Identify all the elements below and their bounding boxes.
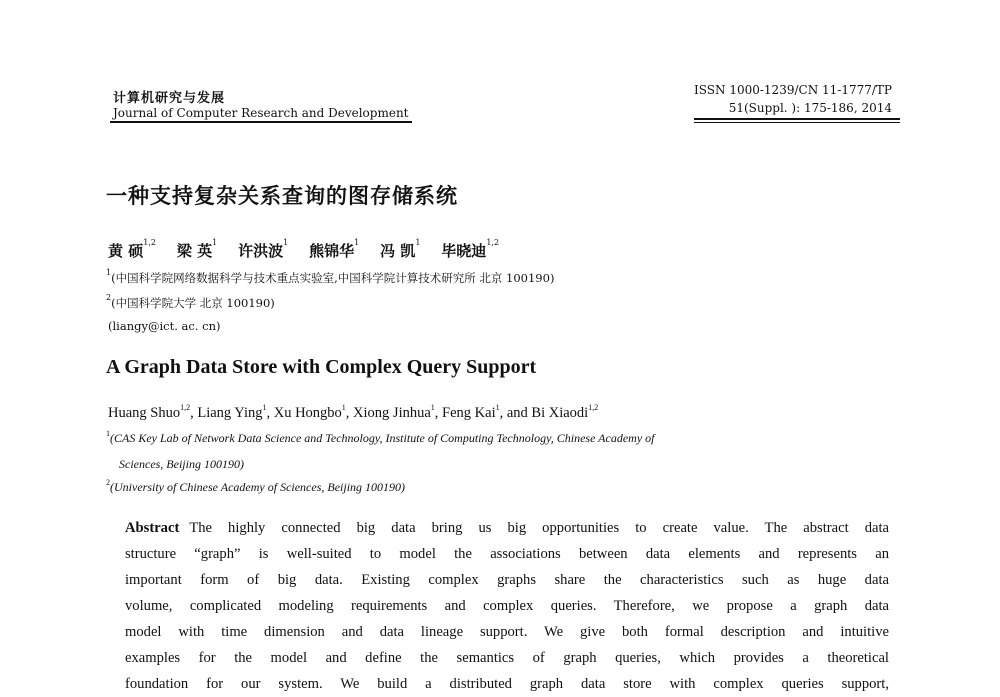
abstract-line: model with time dimension and data lineage support. We give both formal description and intuitive (125, 624, 889, 640)
header-rule-right-thin (694, 122, 900, 123)
abstract-line: foundation for our system. We build a distributed graph data store with complex queries support, (125, 676, 889, 692)
author-en: Feng Kai$^1$ (442, 403, 500, 421)
affiliation-en-1: $^1$(CAS Key Lab of Network Data Science and Technology, Institute of Computing Technology, Chinese Academy of (106, 429, 655, 445)
paper-title-en: A Graph Data Store with Complex Query Support (106, 356, 537, 378)
abstract (125, 515, 889, 697)
author-list-en: Huang Shuo$^{1,2}$, Liang Ying$^1$, Xu Hongbo$^1$, Xiong Jinhua$^1$, Feng Kai$^1$, and Bi Xiaodi$^{1,2}$ (108, 403, 599, 421)
author-list-cn (108, 240, 499, 261)
author-cn: 梁 英$^1$ (176, 238, 218, 260)
journal-name-en: Journal of Computer Research and Development (113, 106, 409, 120)
abstract-line: structure “graph” is well-suited to model the associations between data elements and represents an (125, 546, 889, 562)
author-cn: 熊锦华$^1$ (309, 238, 360, 260)
author-en: Xiong Jinhua$^1$ (353, 403, 435, 421)
abstract-label: Abstract (125, 520, 180, 536)
abstract-line: important form of big data. Existing complex graphs share the characteristics such as huge data (125, 572, 889, 588)
abstract-line: volume, complicated modeling requirements and complex queries. Therefore, we propose a graph data (125, 598, 889, 614)
paper-title-cn: 一种支持复杂关系查询的图存储系统 (106, 184, 458, 208)
journal-name-cn: 计算机研究与发展 (113, 91, 226, 106)
author-en: Liang Ying$^1$ (197, 403, 267, 421)
abstract-line: examples for the model and define the semantics of graph queries, which provides a theoretical (125, 650, 889, 666)
author-cn: 毕晓迪$^{1,2}$ (441, 238, 500, 260)
volume-pages-line: 51(Suppl. ): 175-186, 2014 (728, 101, 892, 115)
affiliation-en-2: $^2$(University of Chinese Academy of Sciences, Beijing 100190) (106, 478, 406, 494)
contact-email: (liangy@ict. ac. cn) (108, 319, 221, 333)
header-rule-left (110, 121, 412, 123)
author-en: Huang Shuo$^{1,2}$ (108, 403, 191, 421)
affiliation-cn-2: $^2$(中国科学院大学 北京 100190) (106, 293, 275, 310)
author-en: Bi Xiaodi$^{1,2}$ (531, 403, 599, 421)
author-cn: 许洪波$^1$ (238, 238, 289, 260)
affiliation-cn-1: $^1$(中国科学院网络数据科学与技术重点实验室,中国科学院计算技术研究所 北京 100190) (106, 268, 555, 285)
author-en: Xu Hongbo$^1$ (273, 403, 346, 421)
author-cn: 冯 凯$^1$ (380, 238, 421, 260)
issn-line: ISSN 1000-1239/CN 11-1777/TP (694, 83, 892, 97)
affiliation-en-1-cont: Sciences, Beijing 100190) (119, 457, 244, 471)
author-cn: 黄 硕$^{1,2}$ (108, 238, 156, 260)
header-rule-right (694, 118, 900, 120)
abstract-line: Abstract The highly connected big data bring us big opportunities to create value. The abstract data (125, 520, 889, 536)
